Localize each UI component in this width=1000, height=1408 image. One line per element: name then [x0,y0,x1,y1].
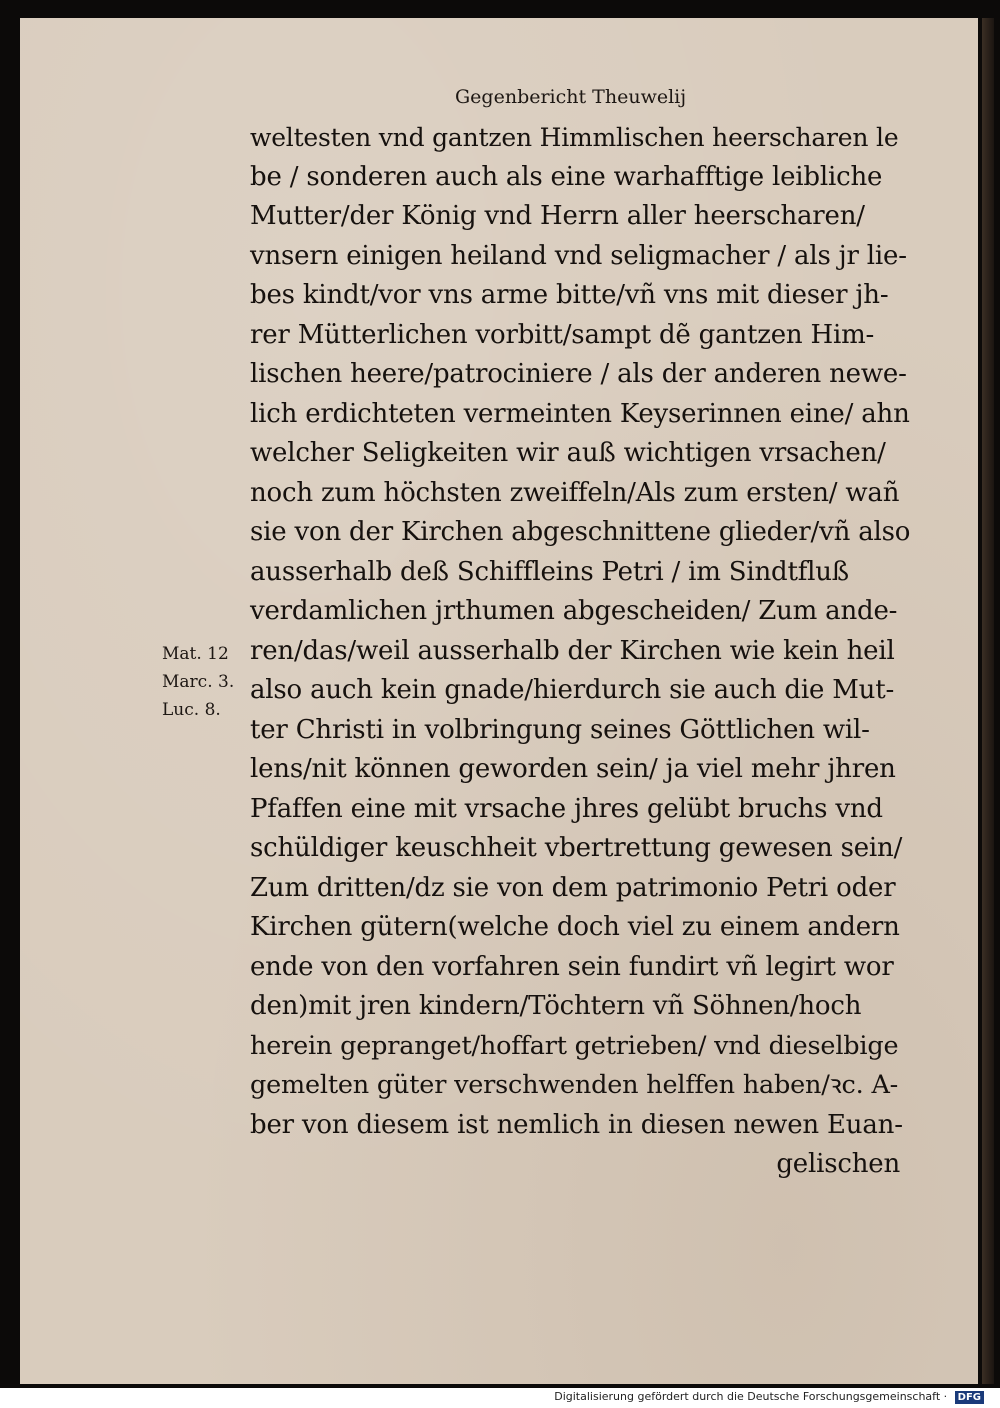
margin-notes [162,640,235,724]
dfg-logo: DFG [955,1391,984,1404]
text-line: bes kindt/vor vns arme bitte/vñ vns mit dieser jh- [250,280,889,310]
body-text [250,118,910,1185]
text-line: noch zum höchsten zweiffeln/Als zum ersten/ wañ [250,477,900,508]
text-line: lich erdichteten vermeinten Keyserinnen eine/ ahn [250,398,910,429]
text-line: ber von diesem ist nemlich in diesen newen Euan- [250,1109,903,1140]
margin-note: Marc. 3. [162,672,235,692]
text-line: weltesten vnd gantzen Himmlischen heerscharen le [250,123,899,152]
text-line: ausserhalb deß Schiffleins Petri / im Sindtfluß [250,556,849,587]
margin-note: Luc. 8. [162,700,221,720]
text-line: Pfaffen eine mit vrsache jhres gelübt bruchs vnd [250,793,883,824]
text-line: lens/nit können geworden sein/ ja viel mehr jhren [250,754,896,784]
text-line: gemelten güter verschwenden helffen haben/ꝛc. A- [250,1070,899,1100]
page-edge [982,18,994,1384]
running-head: Gegenbericht Theuwelij [455,86,687,108]
text-line: den)mit jren kindern/Töchtern vñ Söhnen/hoch [250,991,862,1021]
text-line: also auch kein gnade/hierdurch sie auch die Mut- [250,675,895,705]
margin-note: Mat. 12 [162,644,229,664]
text-line: Kirchen gütern(welche doch viel zu einem andern [250,912,900,942]
text-line: ren/das/weil ausserhalb der Kirchen wie kein heil [250,635,895,666]
text-line: be / sonderen auch als eine warhafftige leibliche [250,161,883,192]
footer-text: Digitalisierung gefördert durch die Deutsche Forschungsgemeinschaft · [554,1390,948,1403]
text-line: ende von den vorfahren sein fundirt vñ legirt wor [250,951,894,982]
text-line: schüldiger keuschheit vbertrettung gewesen sein/ [250,833,903,863]
text-line: verdamlichen jrthumen abgescheiden/ Zum ande- [250,596,898,626]
text-line: Mutter/der König vnd Herrn aller heerscharen/ [250,201,865,231]
text-line: rer Mütterlichen vorbitt/sampt dẽ gantzen Him- [250,319,875,350]
text-line: lischen heere/patrociniere / als der anderen newe- [250,359,907,389]
text-line: welcher Seligkeiten wir auß wichtigen vrsachen/ [250,438,886,468]
text-line: sie von der Kirchen abgeschnittene glieder/vñ also [250,517,911,547]
text-line: herein gepranget/hoffart getrieben/ vnd dieselbige [250,1030,899,1061]
catchword: gelischen [776,1149,900,1179]
text-line: vnsern einigen heiland vnd seligmacher / als jr lie- [250,240,907,271]
footer-credit [554,1390,984,1404]
text-line: Zum dritten/dz sie von dem patrimonio Petri oder [250,872,896,903]
text-line: ter Christi in volbringung seines Göttlichen wil- [250,714,870,745]
